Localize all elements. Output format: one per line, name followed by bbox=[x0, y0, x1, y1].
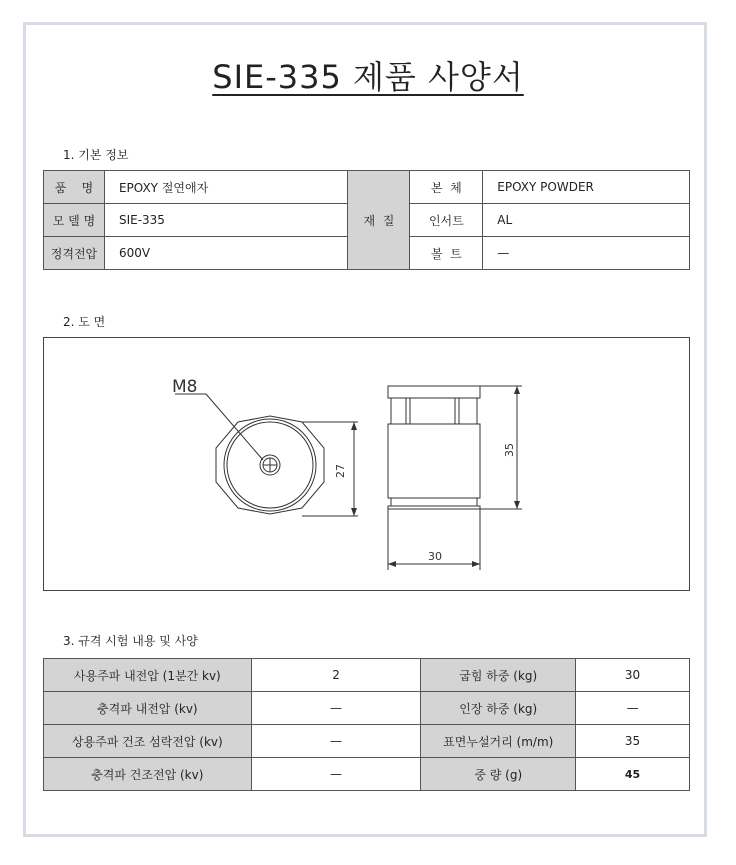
cell-label: 충격파 내전압 (kv) bbox=[44, 692, 252, 725]
cell-label: 사용주파 내전압 (1분간 kv) bbox=[44, 659, 252, 692]
side-view-bottom bbox=[388, 506, 480, 509]
cell-value: AL bbox=[483, 204, 690, 237]
section2-heading: 2. 도 면 bbox=[63, 315, 106, 329]
cell-label: 정격전압 bbox=[44, 237, 105, 270]
cell-value: 2 bbox=[251, 659, 421, 692]
section1-heading: 1. 기본 정보 bbox=[63, 148, 129, 162]
drawing-svg bbox=[44, 338, 689, 590]
table-row bbox=[44, 725, 690, 758]
section3-heading: 3. 규격 시험 내용 및 사양 bbox=[63, 634, 198, 648]
thread-label: M8 bbox=[172, 377, 198, 397]
material-label: 재 질 bbox=[348, 171, 410, 270]
cell-label: 본 체 bbox=[410, 171, 483, 204]
cell-value: 35 bbox=[576, 725, 690, 758]
cell-value: 30 bbox=[576, 659, 690, 692]
dim-diameter-label: 27 bbox=[334, 464, 347, 478]
dim-width-label: 30 bbox=[428, 550, 442, 563]
cell-label: 볼 트 bbox=[410, 237, 483, 270]
cell-label: 충격파 건조전압 (kv) bbox=[44, 758, 252, 791]
cell-label: 상용주파 건조 섬락전압 (kv) bbox=[44, 725, 252, 758]
cell-value: SIE-335 bbox=[104, 204, 348, 237]
dim-height-label: 35 bbox=[503, 443, 516, 457]
cell-value: — bbox=[251, 692, 421, 725]
basic-info-table bbox=[43, 170, 690, 270]
test-spec-table bbox=[43, 658, 690, 791]
side-view-body bbox=[388, 424, 480, 498]
table-row bbox=[44, 758, 690, 791]
side-view-top bbox=[388, 386, 480, 398]
cell-label: 품 명 bbox=[44, 171, 105, 204]
cell-label: 표면누설거리 (m/m) bbox=[421, 725, 576, 758]
page-title: SIE-335 제품 사양서 bbox=[212, 58, 524, 96]
cell-value: EPOXY POWDER bbox=[483, 171, 690, 204]
cell-label: 굽힘 하중 (kg) bbox=[421, 659, 576, 692]
cell-value: 45 bbox=[576, 758, 690, 791]
cell-label: 인서트 bbox=[410, 204, 483, 237]
table-row bbox=[44, 692, 690, 725]
cell-label: 인장 하중 (kg) bbox=[421, 692, 576, 725]
table-row bbox=[44, 171, 690, 204]
cell-value: EPOXY 절연애자 bbox=[104, 171, 348, 204]
cell-value: — bbox=[576, 692, 690, 725]
table-row bbox=[44, 659, 690, 692]
cell-label: 중 량 (g) bbox=[421, 758, 576, 791]
cell-label: 모 델 명 bbox=[44, 204, 105, 237]
technical-drawing bbox=[43, 337, 690, 591]
cell-value: — bbox=[251, 758, 421, 791]
cell-value: 600V bbox=[104, 237, 348, 270]
cell-value: — bbox=[483, 237, 690, 270]
cell-value: — bbox=[251, 725, 421, 758]
